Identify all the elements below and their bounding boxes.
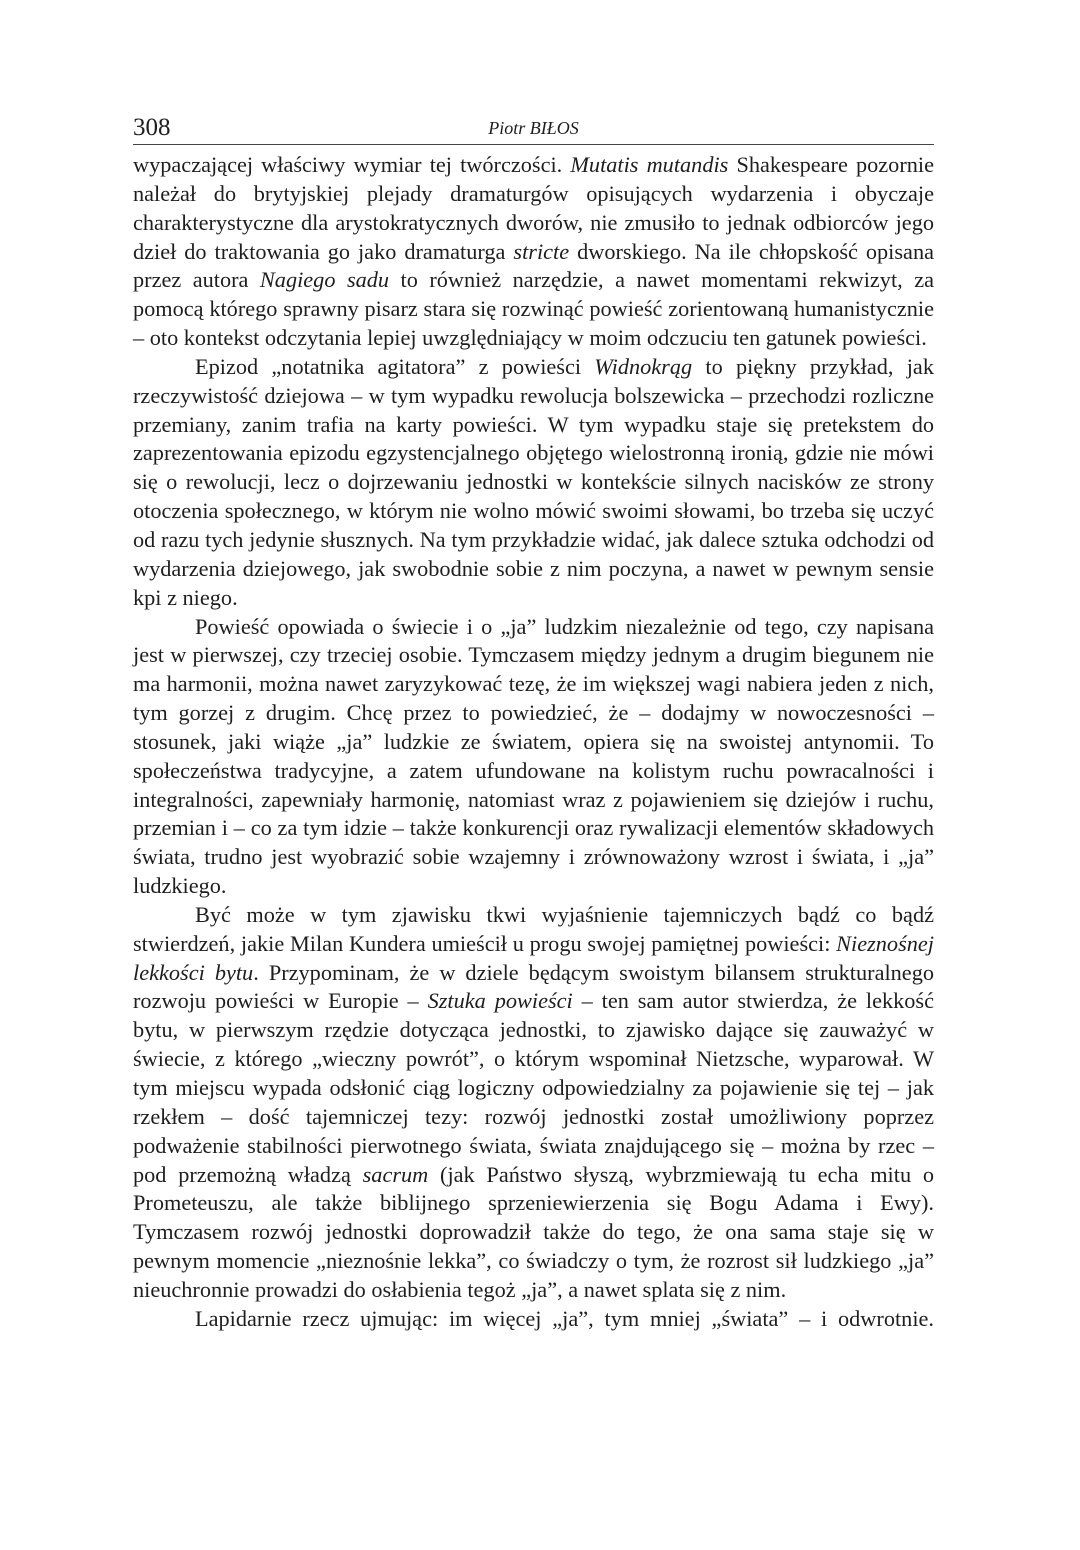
book-page xyxy=(133,112,934,1334)
paragraph xyxy=(133,613,934,901)
paragraph xyxy=(133,901,934,1305)
text-run: Być może w tym zjawisku tkwi wyjaśnienie tajemniczych bądź co bądź stwierdzeń, jakie Milan Kundera umieścił u progu swojej pamiętnej powieści: xyxy=(133,901,934,956)
text-run: to piękny przykład, jak rzeczywistość dziejowa – w tym wypadku rewolucja bolszewicka – przechodzi rozliczne przemiany, zanim trafia na karty powieści. W tym wypadku staje się pretekstem do zaprezentowania epizodu egzystencjalnego objętego wielostronną ironią, gdzie nie mówi się o rewolucji, lecz o dojrzewaniu jednostki w kontekście silnych nacisków ze strony otoczenia społecznego, w którym nie wolno mówić swoimi słowami, bo trzeba się uczyć od razu tych jedynie słusznych. Na tym przykładzie widać, jak dalece sztuka odchodzi od wydarzenia dziejowego, jak swobodnie sobie z nim poczyna, a nawet w pewnym sensie kpi z niego. xyxy=(133,353,934,610)
italic-text: Mutatis mutandis xyxy=(570,152,729,177)
text-run: Epizod „notatnika agitatora” z powieści xyxy=(195,353,595,379)
running-title-author: Piotr BIŁOS xyxy=(488,118,579,138)
text-run: (jak Państwo słyszą, wybrzmiewają tu echa mitu o Prometeuszu, ale także biblijnego sprzeniewierzenia się Bogu Adama i Ewy). Tymczasem rozwój jednostki doprowadził także do tego, że ona sama staje się w pewnym momencie „nieznośnie lekka”, co świadczy o tym, że rozrost sił ludzkiego „ja” nieuchronnie prowadzi do osłabienia tegoż „ja”, a nawet splata się z nim. xyxy=(133,1161,934,1302)
italic-text: Nagiego sadu xyxy=(259,267,390,293)
text-run: – ten sam autor stwierdza, że lekkość bytu, w pierwszym rzędzie dotycząca jednostki, to zjawisko dające się zauważyć w świecie, z którego „wieczny powrót”, o którym wspominał Nietzsche, wyparował. W tym miejscu wypada odsłonić ciąg logiczny odpowiedzialny za pojawienie się tej – jak rzekłem – dość tajemniczej tezy: rozwój jednostki został umożliwiony poprzez podważenie stabilności pierwotnego świata, świata znajdującego się – można by rzec – pod przemożną władzą xyxy=(133,988,935,1187)
text-run: Shakespeare pozornie należał do brytyjskiej plejady dramaturgów opisujących wydarzenia i obyczaje charakterystyczne dla arystokratycznych dworów, nie zmusiło to jednak odbiorców jego dzieł do traktowania go jako dramaturga xyxy=(133,152,934,264)
text-run: dworskiego. Na ile chłopskość opisana przez autora xyxy=(133,238,934,293)
page-number: 308 xyxy=(133,114,171,141)
text-run: Lapidarnie rzecz ujmując: im więcej „ja”, tym mniej „świata” – i odwrotnie. xyxy=(195,1305,934,1331)
paragraph xyxy=(133,151,934,353)
text-run: wypaczającej właściwy wymiar tej twórczości. xyxy=(133,152,571,177)
italic-text: Sztuka powieści xyxy=(427,988,573,1014)
italic-text: Widnokrąg xyxy=(594,353,693,379)
body-text xyxy=(133,151,934,1334)
italic-text: sacrum xyxy=(362,1161,429,1187)
paragraph xyxy=(133,353,934,613)
running-header xyxy=(133,112,934,145)
italic-text: stricte xyxy=(513,238,570,264)
text-run: . Przypominam, że w dziele będącym swoistym bilansem strukturalnego rozwoju powieści w Europie – xyxy=(133,959,935,1014)
italic-text: Nieznośnej lekkości bytu xyxy=(133,930,934,985)
text-run: Powieść opowiada o świecie i o „ja” ludzkim niezależnie od tego, czy napisana jest w pierwszej, czy trzeciej osobie. Tymczasem między jednym a drugim biegunem nie ma harmonii, można nawet zaryzykować tezę, że im większej wagi nabiera jeden z nich, tym gorzej z drugim. Chcę przez to powiedzieć, że – dodajmy w nowoczesności – stosunek, jaki wiąże „ja” ludzkie ze światem, opiera się na swoistej antynomii. To społeczeństwa tradycyjne, a zatem ufundowane na kolistym ruchu powracalności i integralności, zapewniały harmonię, natomiast wraz z pojawieniem się dziejów i ruchu, przemian i – co za tym idzie – także konkurencji oraz rywalizacji elementów składowych świata, trudno jest wyobrazić sobie wzajemny i zrównoważony wzrost i świata, i „ja” ludzkiego. xyxy=(133,613,934,899)
text-run: to również narzędzie, a nawet momentami rekwizyt, za pomocą którego sprawny pisarz stara się rozwinąć powieść zorientowaną humanistycznie – oto kontekst odczytania lepiej uwzględniający w moim odczuciu ten gatunek powieści. xyxy=(133,267,934,351)
paragraph xyxy=(133,1305,934,1334)
